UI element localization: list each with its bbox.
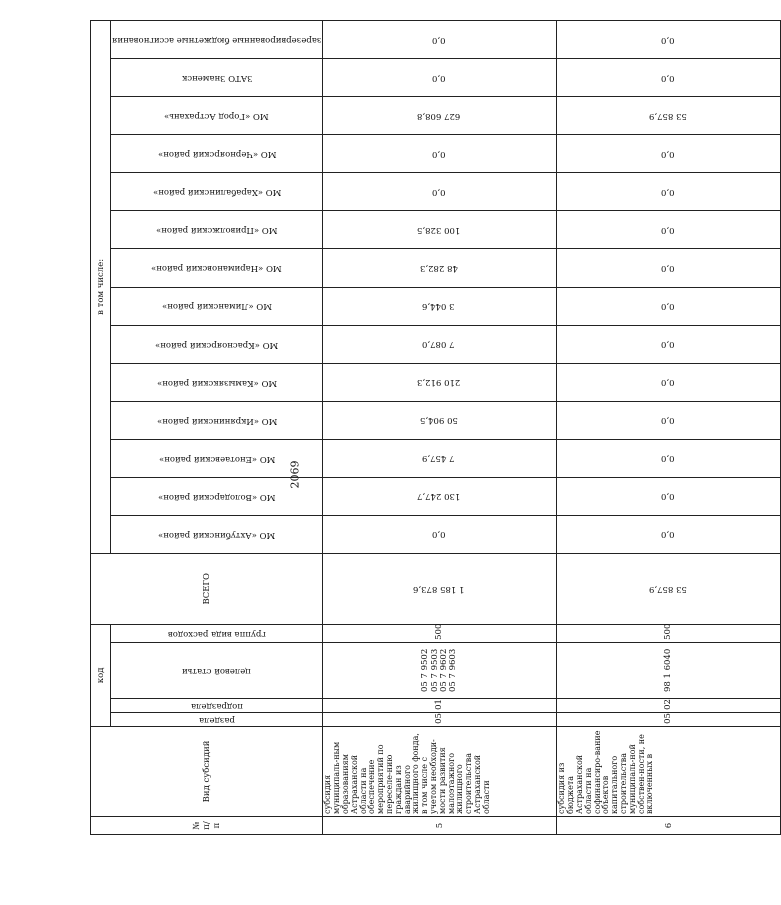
budget-table: [90, 20, 781, 835]
header-mo-11: МО «Черноярский район»: [111, 135, 323, 173]
header-gruppa: группа вида расходов: [111, 624, 323, 642]
header-vsego: ВСЕГО: [91, 553, 323, 624]
row-num: 5: [323, 816, 557, 834]
row-value: 0,0: [557, 211, 781, 249]
header-kod: код: [91, 624, 111, 726]
row-value: 0,0: [557, 515, 781, 553]
row-value: 7 457,9: [323, 439, 557, 477]
row-value: 210 912,3: [323, 363, 557, 401]
header-mo-8: МО «Наримановский район»: [111, 249, 323, 287]
row-value: 0,0: [323, 515, 557, 553]
row-value: 0,0: [557, 477, 781, 515]
header-mo-6: МО «Красноярский район»: [111, 325, 323, 363]
row-value: 0,0: [557, 173, 781, 211]
row-value: 0,0: [323, 59, 557, 97]
row-value: 0,0: [323, 135, 557, 173]
budget-table-rotated: [90, 20, 687, 835]
row-gruppa: 500: [323, 624, 557, 642]
header-mo-2: МО «Володарский район»: [111, 477, 323, 515]
header-mo-10: МО «Харабалинский район»: [111, 173, 323, 211]
row-value: 100 328,5: [323, 211, 557, 249]
header-mo-9: МО «Приволжский район»: [111, 211, 323, 249]
row-value: 0,0: [557, 439, 781, 477]
row-value: 3 044,6: [323, 287, 557, 325]
header-mo-3: МО «Енотаевский район»: [111, 439, 323, 477]
table-row: [557, 21, 781, 835]
header-razdel: раздела: [111, 712, 323, 726]
row-gruppa: 500: [557, 624, 781, 642]
row-value: 7 087,0: [323, 325, 557, 363]
table-row: [323, 21, 557, 835]
row-value: 0,0: [557, 135, 781, 173]
header-mo-4: МО «Икрянинский район»: [111, 401, 323, 439]
row-vsego: 1 185 873,6: [323, 553, 557, 624]
row-value: 0,0: [557, 363, 781, 401]
row-value: 48 282,3: [323, 249, 557, 287]
header-mo-12: МО «Город Астрахань»: [111, 97, 323, 135]
row-value: 0,0: [557, 401, 781, 439]
row-value: 0,0: [323, 173, 557, 211]
header-vid: Вид субсидий: [91, 726, 323, 816]
header-mo-1: МО «Ахтубинский район»: [111, 515, 323, 553]
row-value: 627 608,8: [323, 97, 557, 135]
header-mo-5: МО «Камызякский район»: [111, 363, 323, 401]
header-v-tom-chisle: в том числе:: [91, 21, 111, 554]
header-mo-7: МО «Лиманский район»: [111, 287, 323, 325]
row-celevaya: 05 7 9502 05 7 9503 05 7 9602 05 7 9603: [323, 642, 557, 698]
row-celevaya: 98 1 6040: [557, 642, 781, 698]
row-value: 0,0: [557, 287, 781, 325]
row-value: 50 904,5: [323, 401, 557, 439]
row-podrazdel: 02: [557, 698, 781, 712]
row-vid: субсидия из бюджета Астраханской области на софинансиро-вание объектов капитального строительства муниципаль-ной собствен-ности, не включенных в: [557, 726, 781, 816]
row-vsego: 53 857,9: [557, 553, 781, 624]
header-reserved: зарезервированные бюджетные ассигнования: [111, 21, 323, 59]
row-value: 0,0: [557, 59, 781, 97]
row-value: 53 857,9: [557, 97, 781, 135]
row-value: 130 247,7: [323, 477, 557, 515]
header-mo-13: ЗАТО Знаменск: [111, 59, 323, 97]
page-number: 2069: [288, 460, 302, 489]
row-razdel: 05: [323, 712, 557, 726]
header-celevaya: целевой статьи: [111, 642, 323, 698]
row-vid: субсидия муниципаль-ным образованиям Астраханской области на обеспечение мероприятий по переселе-нию граждан из аварийного жилищного фонда, в том числе с учетом необходи-мости развития малоэтажного жилищного строительства Астраханской области: [323, 726, 557, 816]
header-num: № п/п: [91, 816, 323, 834]
row-value: 0,0: [557, 21, 781, 59]
row-value: 0,0: [557, 249, 781, 287]
row-num: 6: [557, 816, 781, 834]
header-podrazdel: подраздела: [111, 698, 323, 712]
row-value: 0,0: [323, 21, 557, 59]
row-value: 0,0: [557, 325, 781, 363]
row-razdel: 05: [557, 712, 781, 726]
row-podrazdel: 01: [323, 698, 557, 712]
